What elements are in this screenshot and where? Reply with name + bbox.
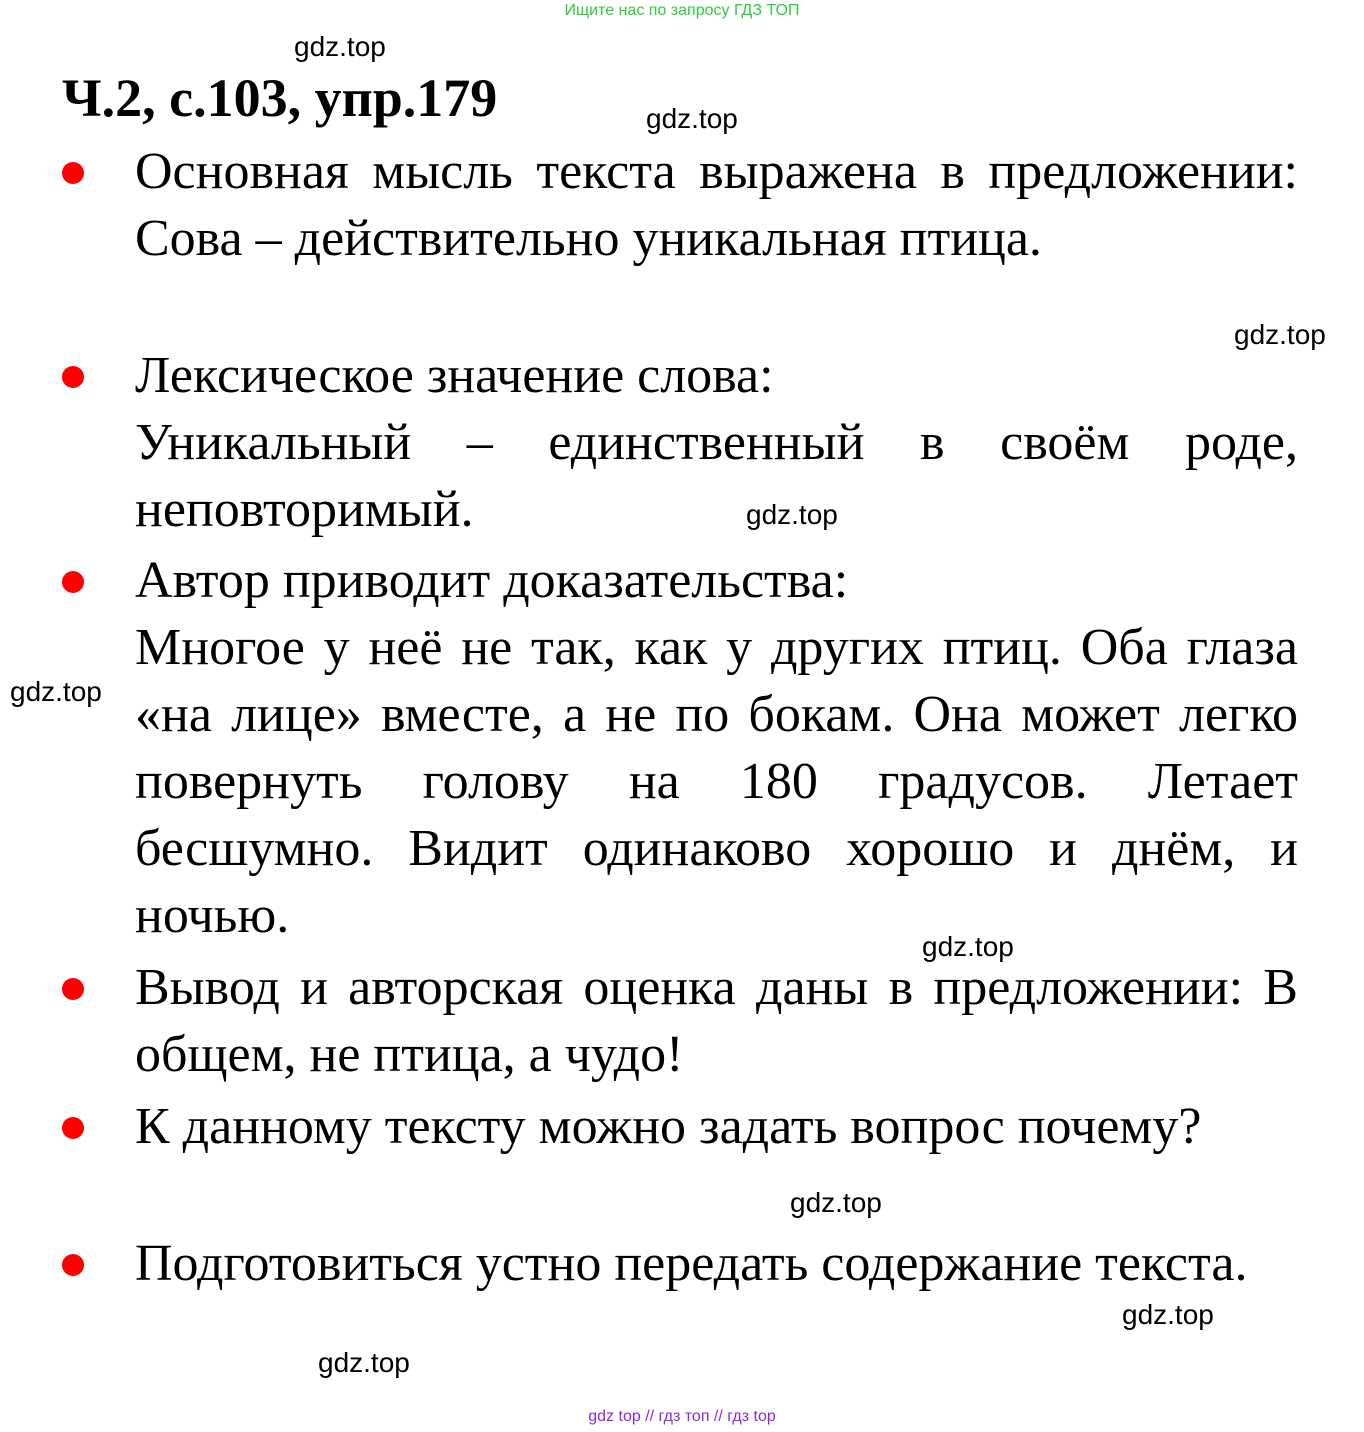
watermark: gdz.top xyxy=(1234,319,1326,350)
list-item-text xyxy=(135,547,1298,949)
paragraph: Уникальный – единственный в своём роде, неповторимый. xyxy=(135,414,1298,538)
bullet-dot-icon xyxy=(62,1117,84,1139)
watermark: gdz.top xyxy=(790,1187,882,1218)
paragraph: Основная мысль текста выражена в предложении: Сова – действительно уникальная птица. xyxy=(135,143,1298,267)
watermark: gdz.top xyxy=(318,1347,410,1378)
list-item-text xyxy=(135,1230,1298,1297)
watermark: gdz.top xyxy=(646,103,738,134)
watermark: gdz.top xyxy=(1122,1299,1214,1330)
list-item-text xyxy=(135,138,1298,272)
paragraph: Подготовиться устно передать содержание текста. xyxy=(135,1235,1248,1292)
watermark: gdz.top xyxy=(294,31,386,62)
list-item-text xyxy=(135,954,1298,1088)
watermark: gdz.top xyxy=(10,676,102,707)
list-item-text xyxy=(135,342,1298,543)
bullet-dot-icon xyxy=(62,1254,84,1276)
bullet-dot-icon xyxy=(62,978,84,1000)
bullet-dot-icon xyxy=(62,162,84,184)
bullet-dot-icon xyxy=(62,571,84,593)
paragraph: Автор приводит доказательства: xyxy=(135,552,849,609)
top-banner[interactable]: Ищите нас по запросу ГДЗ ТОП xyxy=(564,2,800,19)
paragraph: Вывод и авторская оценка даны в предложении: В общем, не птица, а чудо! xyxy=(135,959,1298,1083)
watermark: gdz.top xyxy=(922,931,1014,962)
paragraph: К данному тексту можно задать вопрос почему? xyxy=(135,1098,1202,1155)
bullet-dot-icon xyxy=(62,366,84,388)
watermark: gdz.top xyxy=(746,499,838,530)
footer-links[interactable]: gdz top // гдз топ // гдз top xyxy=(588,1408,776,1425)
list-item-text xyxy=(135,1093,1298,1160)
paragraph: Лексическое значение слова: xyxy=(135,347,774,404)
paragraph: Многое у неё не так, как у других птиц. Оба глаза «на лице» вместе, а не по бокам. Она может легко повернуть голову на 180 градусов. Летает бесшумно. Видит одинаково хорошо и днём, и ночью. xyxy=(135,619,1298,944)
exercise-title: Ч.2, с.103, упр.179 xyxy=(62,68,498,128)
